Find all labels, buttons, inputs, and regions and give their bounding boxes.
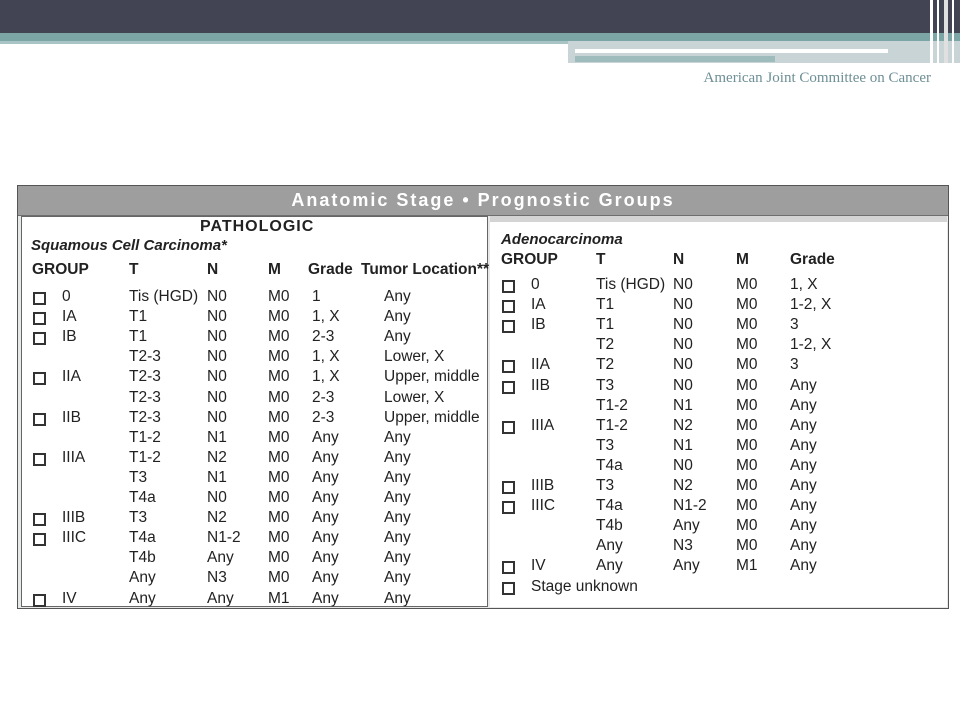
header-teal-bar — [575, 56, 775, 62]
table-cell: Any — [384, 509, 411, 527]
table-cell: T2 — [596, 336, 615, 354]
table-cell: T1-2 — [596, 396, 628, 414]
table-cell: M0 — [736, 456, 758, 474]
table-cell: Any — [790, 456, 817, 474]
table-cell: N0 — [673, 316, 693, 334]
table-cell: T4a — [129, 529, 156, 547]
column-header: N — [673, 251, 685, 268]
checkbox-icon — [502, 300, 515, 313]
table-cell: N0 — [673, 336, 693, 354]
table-cell: M0 — [736, 396, 758, 414]
table-cell: IIIA — [531, 416, 555, 434]
table-cell: Any — [384, 328, 411, 346]
table-cell: T1-2 — [129, 428, 161, 446]
table-cell: IIIC — [62, 529, 87, 547]
table-cell: 1-2, X — [790, 336, 832, 354]
table-cell: Any — [384, 308, 411, 326]
table-cell: T1 — [596, 296, 615, 314]
table-cell: IIIC — [531, 497, 556, 515]
table-cell: 1, X — [312, 348, 340, 366]
table-cell: T3 — [596, 477, 615, 494]
checkbox-icon — [33, 372, 46, 385]
table-cell: IV — [531, 557, 546, 575]
table-cell: T1-2 — [129, 448, 161, 466]
table-banner: Anatomic Stage • Prognostic Groups — [18, 186, 948, 216]
table-cell: Any — [790, 537, 817, 555]
table-cell: M1 — [268, 589, 290, 607]
table-cell: M0 — [736, 336, 758, 354]
checkbox-icon — [502, 320, 515, 333]
checkbox-icon — [502, 360, 515, 373]
table-cell: M0 — [736, 356, 758, 374]
checkbox-icon — [33, 312, 46, 325]
table-cell: T3 — [129, 509, 148, 527]
column-header: GROUP — [32, 261, 89, 278]
adenocarcinoma-section — [490, 216, 947, 607]
table-cell: Any — [790, 557, 817, 575]
table-cell: 2-3 — [312, 328, 335, 346]
table-cell: N0 — [207, 388, 227, 406]
table-cell: M0 — [736, 316, 758, 334]
checkbox-icon — [33, 292, 46, 305]
table-cell: M0 — [736, 296, 758, 314]
table-cell: 2-3 — [312, 408, 335, 426]
table-cell: Any — [312, 448, 339, 466]
column-header: M — [268, 261, 281, 278]
table-cell: N3 — [207, 569, 227, 587]
table-cell: Any — [384, 589, 411, 607]
table-cell: N1 — [673, 396, 693, 414]
header-thin-line — [0, 41, 570, 44]
table-cell: M0 — [268, 549, 290, 567]
table-cell: M0 — [268, 529, 290, 547]
checkbox-icon — [33, 413, 46, 426]
checkbox-icon — [502, 501, 515, 514]
column-header: T — [596, 251, 606, 268]
checkbox-icon — [33, 533, 46, 546]
table-cell: Any — [312, 489, 339, 506]
section-heading: PATHOLOGIC — [200, 218, 315, 235]
table-cell: M0 — [736, 497, 758, 515]
table-cell: M0 — [736, 477, 758, 494]
checkbox-icon — [502, 481, 515, 494]
table-cell: N0 — [673, 296, 693, 314]
checkbox-icon — [502, 582, 515, 595]
table-cell: M0 — [268, 388, 290, 406]
checkbox-icon — [33, 453, 46, 466]
table-cell: M0 — [268, 308, 290, 326]
table-cell: IIB — [62, 408, 81, 426]
table-cell: M0 — [268, 448, 290, 466]
table-cell: 1-2, X — [790, 296, 832, 314]
table-cell: M0 — [268, 328, 290, 346]
table-cell: Any — [790, 436, 817, 454]
column-header: M — [736, 251, 749, 268]
table-cell: Any — [790, 517, 817, 535]
table-cell: T2-3 — [129, 348, 161, 366]
table-cell: M0 — [736, 276, 758, 293]
table-cell: N1 — [673, 436, 693, 454]
table-cell: Any — [384, 569, 411, 587]
table-cell: Any — [790, 416, 817, 434]
staging-table — [17, 185, 949, 609]
table-cell: T3 — [129, 468, 148, 486]
table-cell: T4a — [129, 489, 156, 506]
table-cell: M0 — [268, 348, 290, 366]
table-cell: Upper, middle — [384, 408, 480, 426]
table-cell: 1 — [312, 288, 321, 305]
table-cell: Tis (HGD) — [596, 276, 666, 293]
table-cell: IB — [531, 316, 546, 334]
table-cell: M0 — [268, 408, 290, 426]
table-cell: Any — [790, 376, 817, 394]
table-cell: N1-2 — [673, 497, 707, 515]
table-cell: Any — [596, 537, 623, 555]
table-cell: IIA — [62, 368, 81, 386]
header-stripe — [944, 0, 948, 63]
table-cell: Any — [129, 589, 156, 607]
table-cell: T4b — [129, 549, 156, 567]
table-cell: Any — [384, 468, 411, 486]
table-cell: Any — [790, 497, 817, 515]
table-cell: 0 — [531, 276, 540, 293]
table-cell: T3 — [596, 436, 615, 454]
table-cell: N1-2 — [207, 529, 241, 547]
table-cell: M1 — [736, 557, 758, 575]
table-cell: Any — [312, 549, 339, 567]
checkbox-icon — [502, 421, 515, 434]
stage-unknown-label: Stage unknown — [531, 577, 638, 595]
table-cell: Any — [207, 549, 234, 567]
table-cell: T1-2 — [596, 416, 628, 434]
header-teal-line — [0, 33, 960, 41]
table-cell: T2-3 — [129, 388, 161, 406]
column-header: N — [207, 261, 219, 278]
column-header: Tumor Location** — [361, 261, 490, 278]
table-cell: Any — [384, 489, 411, 506]
table-cell: M0 — [268, 368, 290, 386]
table-cell: IV — [62, 589, 77, 607]
table-cell: T2-3 — [129, 368, 161, 386]
table-cell: N0 — [673, 356, 693, 374]
table-cell: N0 — [207, 489, 227, 506]
table-cell: M0 — [736, 416, 758, 434]
table-cell: Any — [790, 477, 817, 494]
table-cell: Any — [384, 428, 411, 446]
table-cell: Any — [312, 569, 339, 587]
section-subtitle: Adenocarcinoma — [501, 231, 623, 248]
table-cell: N2 — [673, 416, 693, 434]
table-cell: M0 — [736, 376, 758, 394]
table-cell: Any — [312, 589, 339, 607]
section-subtitle: Squamous Cell Carcinoma* — [31, 237, 227, 254]
cropped-strip — [490, 216, 947, 222]
checkbox-icon — [33, 513, 46, 526]
table-cell: Any — [790, 396, 817, 414]
table-cell: 0 — [62, 288, 71, 305]
table-cell: Any — [207, 589, 234, 607]
table-cell: T3 — [596, 376, 615, 394]
header-stripe — [952, 0, 954, 63]
table-cell: Lower, X — [384, 348, 445, 366]
table-cell: 2-3 — [312, 388, 335, 406]
table-cell: Any — [129, 569, 156, 587]
header-title: American Joint Committee on Cancer — [703, 70, 931, 86]
table-cell: M0 — [268, 489, 290, 506]
table-cell: Any — [384, 288, 411, 305]
table-cell: M0 — [268, 468, 290, 486]
table-cell: 3 — [790, 356, 799, 374]
table-cell: Any — [312, 509, 339, 527]
table-cell: M0 — [736, 517, 758, 535]
table-cell: Any — [673, 517, 700, 535]
table-cell: M0 — [268, 288, 290, 305]
table-cell: N0 — [207, 328, 227, 346]
table-cell: IB — [62, 328, 77, 346]
column-header: T — [129, 261, 139, 278]
table-cell: Tis (HGD) — [129, 288, 199, 305]
table-cell: IA — [62, 308, 77, 326]
table-cell: Any — [673, 557, 700, 575]
table-cell: N0 — [673, 276, 693, 293]
table-cell: Any — [384, 529, 411, 547]
table-cell: N1 — [207, 468, 227, 486]
table-cell: N0 — [207, 288, 227, 305]
table-cell: N0 — [207, 368, 227, 386]
table-cell: N0 — [673, 456, 693, 474]
table-cell: Any — [384, 448, 411, 466]
table-cell: 1, X — [312, 308, 340, 326]
squamous-cell-section — [21, 216, 488, 607]
table-cell: Any — [312, 529, 339, 547]
table-cell: T2-3 — [129, 408, 161, 426]
checkbox-icon — [502, 381, 515, 394]
column-header: Grade — [790, 251, 835, 268]
table-cell: N0 — [673, 376, 693, 394]
header-stripe — [937, 0, 939, 63]
table-cell: N0 — [207, 348, 227, 366]
table-cell: N2 — [673, 477, 693, 494]
column-header: GROUP — [501, 251, 558, 268]
table-cell: T2 — [596, 356, 615, 374]
checkbox-icon — [33, 332, 46, 345]
header-white-bar — [575, 49, 888, 53]
table-cell: 1, X — [790, 276, 818, 293]
table-cell: Any — [596, 557, 623, 575]
table-cell: M0 — [268, 509, 290, 527]
table-cell: T4a — [596, 497, 623, 515]
table-cell: N2 — [207, 509, 227, 527]
table-cell: IA — [531, 296, 546, 314]
table-cell: IIIB — [531, 477, 555, 494]
table-cell: IIIA — [62, 448, 86, 466]
table-cell: N0 — [207, 308, 227, 326]
table-cell: Any — [312, 428, 339, 446]
table-cell: N1 — [207, 428, 227, 446]
column-header: Grade — [308, 261, 353, 278]
table-cell: 3 — [790, 316, 799, 334]
table-cell: N2 — [207, 448, 227, 466]
table-cell: N3 — [673, 537, 693, 555]
table-cell: IIIB — [62, 509, 86, 527]
table-cell: T1 — [129, 308, 148, 326]
table-cell: IIA — [531, 356, 550, 374]
table-cell: IIB — [531, 376, 550, 394]
table-cell: M0 — [736, 436, 758, 454]
table-cell: N0 — [207, 408, 227, 426]
header-dark-bar — [0, 0, 960, 33]
table-cell: M0 — [268, 569, 290, 587]
table-cell: T4a — [596, 456, 623, 474]
checkbox-icon — [502, 561, 515, 574]
table-cell: Any — [384, 549, 411, 567]
table-cell: Upper, middle — [384, 368, 480, 386]
checkbox-icon — [33, 594, 46, 607]
table-cell: T1 — [129, 328, 148, 346]
table-cell: T4b — [596, 517, 623, 535]
table-cell: Any — [312, 468, 339, 486]
table-cell: T1 — [596, 316, 615, 334]
table-cell: M0 — [268, 428, 290, 446]
table-cell: M0 — [736, 537, 758, 555]
header-stripe — [930, 0, 933, 63]
table-cell: 1, X — [312, 368, 340, 386]
checkbox-icon — [502, 280, 515, 293]
table-cell: Lower, X — [384, 388, 445, 406]
